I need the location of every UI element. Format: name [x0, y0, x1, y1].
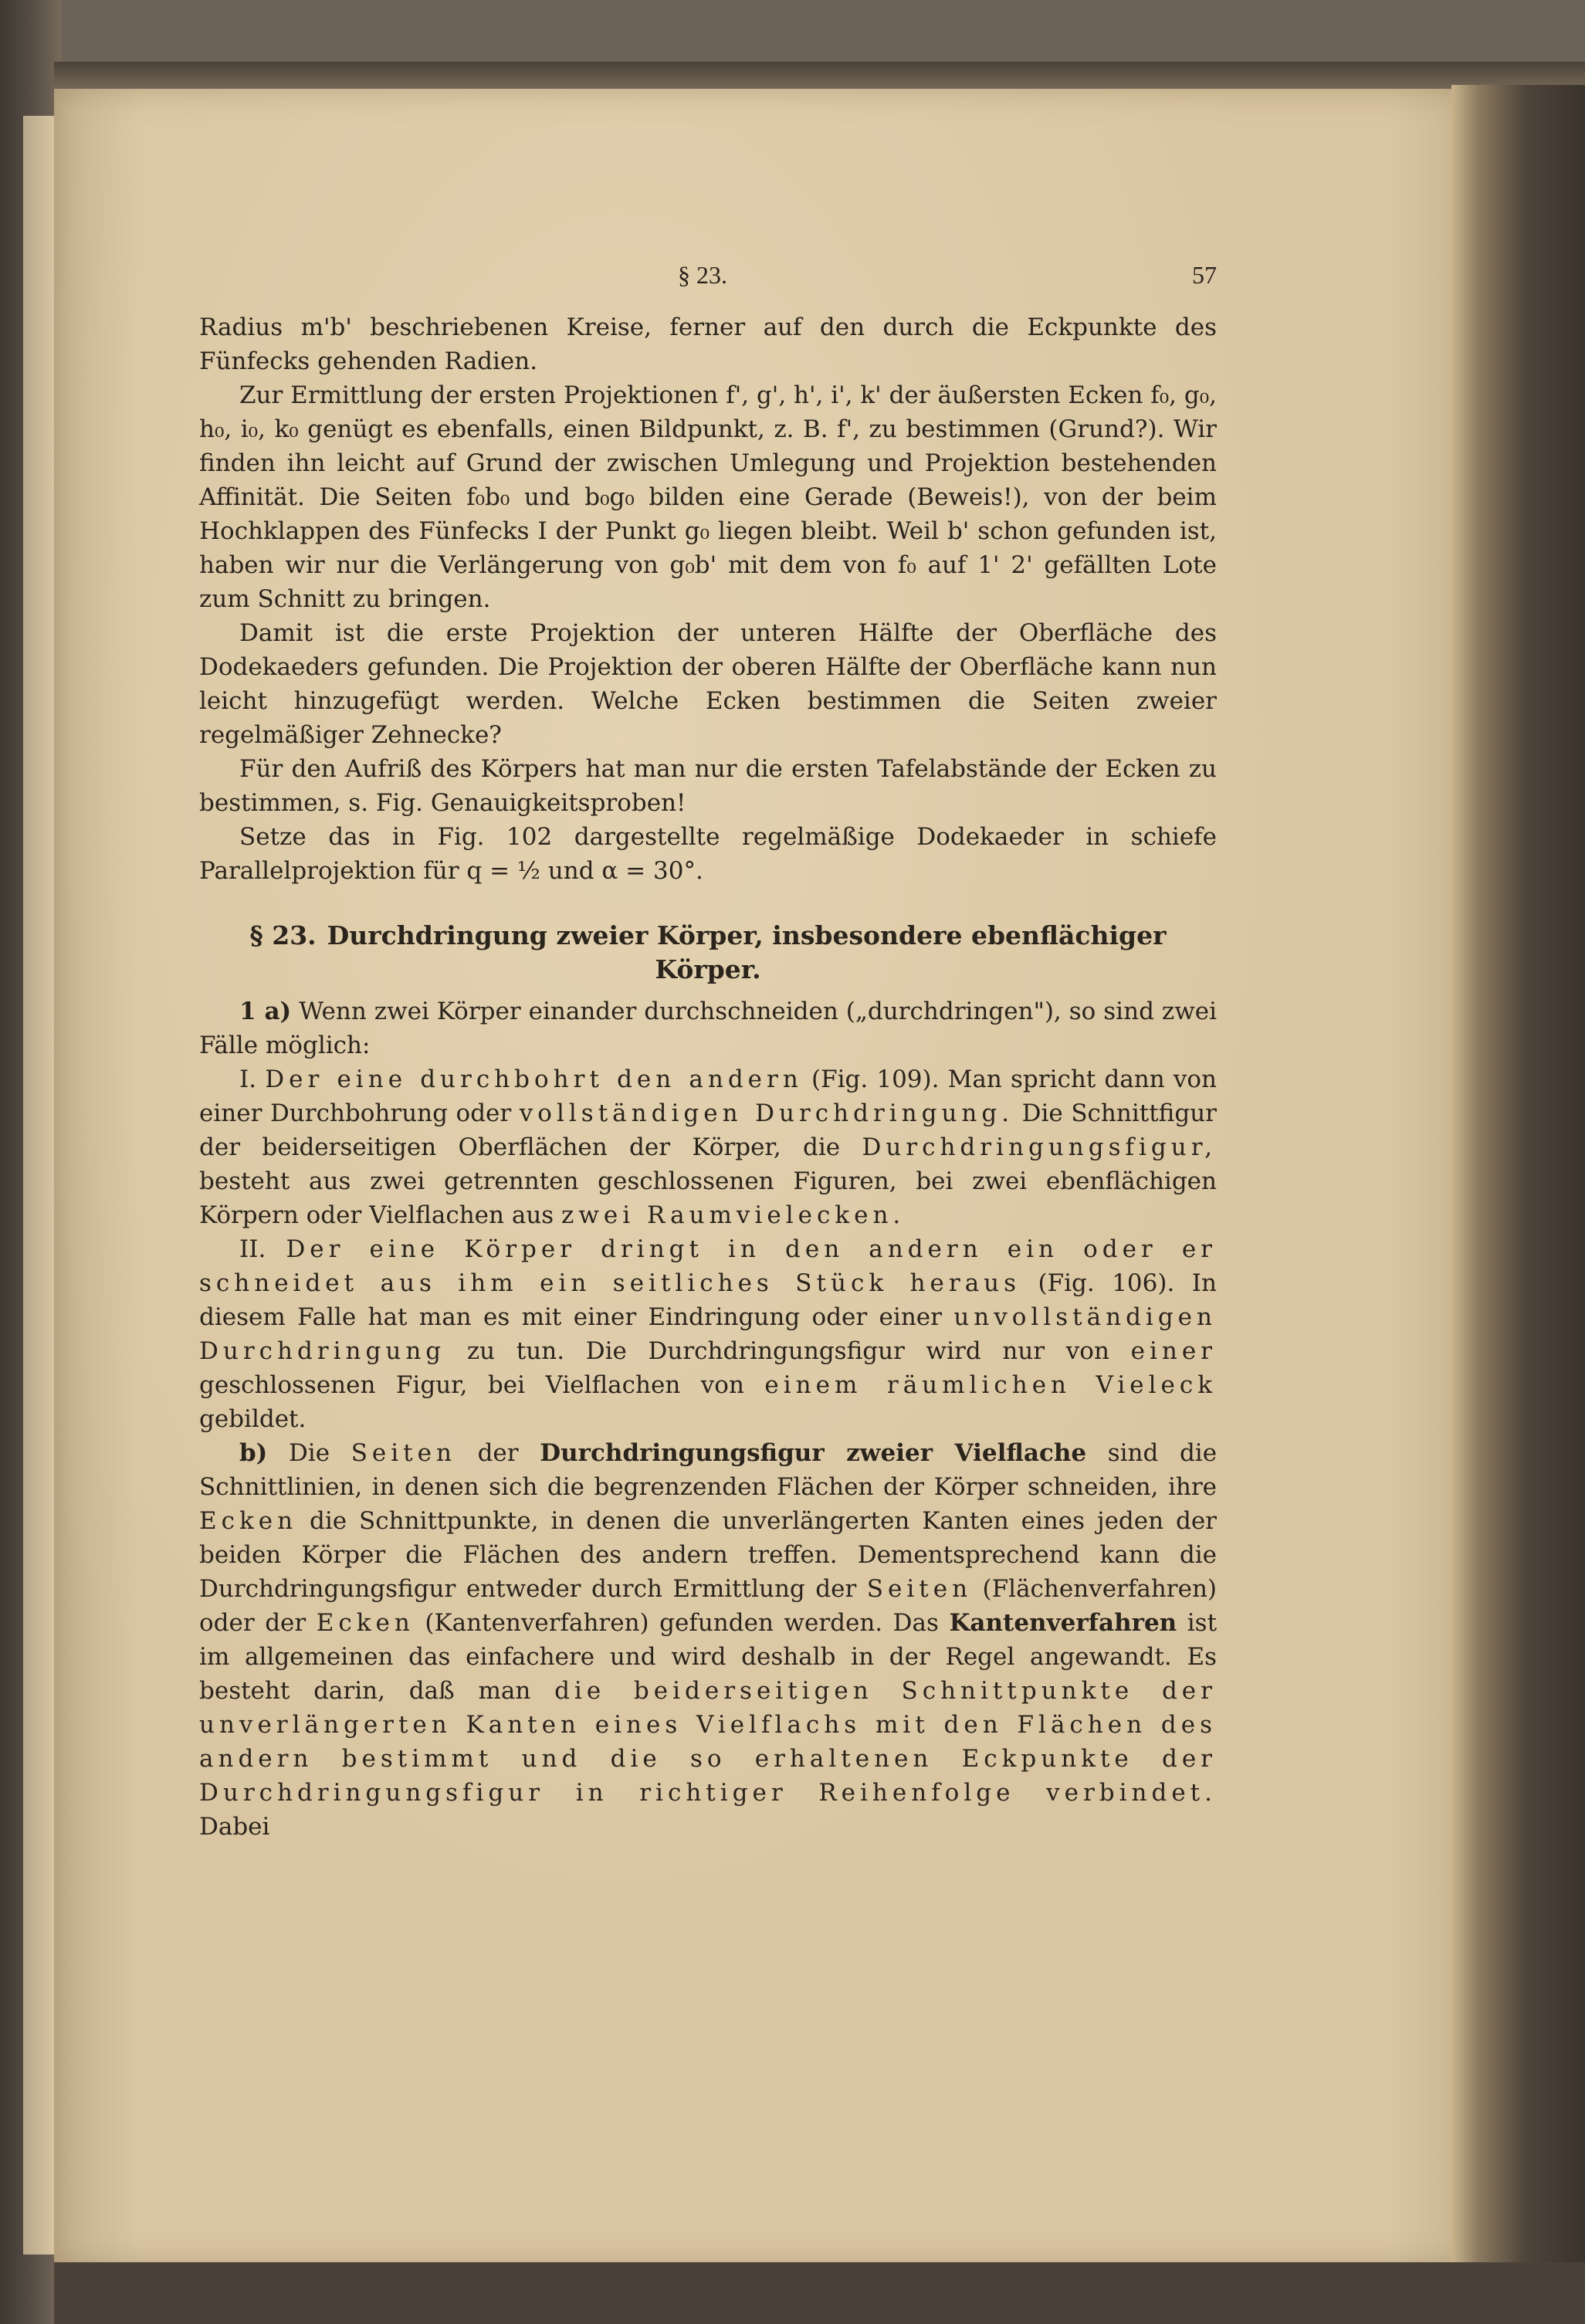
paragraph-b-spaced-2: Ecken [199, 1507, 298, 1535]
paragraph-b-text-1: Die [288, 1439, 330, 1467]
case-ii-lead: Der eine Körper dringt in den andern ein oder er schneidet aus ihm ein seitliches Stück heraus [199, 1235, 1217, 1297]
paragraph-case-i [199, 1062, 1217, 1232]
book-cover-right [1451, 85, 1585, 2285]
paragraph-ermittlung: Zur Ermittlung der ersten Projektionen f', g', h', i', k' der äußersten Ecken f₀, g₀, h₀, i₀, k₀ genügt es ebenfalls, einen Bildpunkt, z. B. f', zu bestimmen (Grund?). Wir finden ihn leicht auf Grund der zwischen Umlegung und Projektion bestehenden Affinität. Die Seiten f₀b₀ und b₀g₀ bilden eine Gerade (Beweis!), von der beim Hochklappen des Fünfecks I der Punkt g₀ liegen bleibt. Weil b' schon gefunden ist, haben wir nur die Verlängerung von g₀b' mit dem von f₀ auf 1' 2' gefällten Lote zum Schnitt zu bringen. [199, 381, 1217, 613]
case-i-spaced-3: zwei Raumvielecken. [561, 1201, 906, 1229]
case-i-text-3: besteht aus zwei getrennten geschlossenen Figuren, bei zwei ebenflächigen Körpern oder Vielflachen aus [199, 1167, 1217, 1229]
paragraph-damit: Damit ist die erste Projektion der unteren Hälfte der Oberfläche des Dodekaeders gefunden. Die Projektion der oberen Hälfte der Oberfläche kann nun leicht hinzugefügt werden. Welche Ecken bestimmen die Seiten zweier regelmäßiger Zehnecke? [199, 619, 1217, 749]
paragraph-exercise: Setze das in Fig. 102 dargestellte regelmäßige Dodekaeder in schiefe Parallelprojektion für q = ½ und α = 30°. [199, 823, 1217, 885]
paragraph-b-spaced-5: die beiderseitigen Schnittpunkte der unverlängerten Kanten eines Vielflachs mit den Flächen des andern bestimmt und die so erhaltenen Eckpunkte der Durchdringungsfigur in richtiger Reihenfolge verbindet. [199, 1677, 1217, 1807]
page-number: 57 [1192, 261, 1217, 289]
book-cover-top [54, 62, 1585, 93]
previous-page-edge [23, 116, 54, 2255]
paragraph-aufriss: Für den Aufriß des Körpers hat man nur die ersten Tafelabstände der Ecken zu bestimmen, s. Fig. Genauigkeitsproben! [199, 755, 1217, 817]
paragraph-b-text-8: Dabei [199, 1813, 270, 1841]
paragraph-b-text-4: die Schnittpunkte, in denen die unverlängerten Kanten eines jeden der beiden Körper die Flächen des andern treffen. Dementsprechend kann die Durchdringungsfigur entweder durch Ermittlung der [199, 1507, 1217, 1603]
paragraph-b-text-7: ist im allgemeinen das einfachere und wird deshalb in der Regel angewandt. Es besteht darin, daß man [199, 1609, 1218, 1705]
case-i-label: I. [239, 1065, 257, 1093]
paragraph-b-spaced-4: Ecken [316, 1609, 415, 1637]
section-number: § 23. [249, 920, 317, 950]
case-ii-spaced-2: einer [1130, 1337, 1217, 1365]
case-ii-spaced-3: einem räumlichen Vieleck [764, 1371, 1217, 1399]
paragraph-case-ii [199, 1232, 1217, 1436]
paragraph-1a-label: 1 a) [239, 998, 292, 1025]
paragraph-1a-text: Wenn zwei Körper einander durchschneiden („durchdringen"), so sind zwei Fälle möglich: [199, 998, 1217, 1059]
section-heading [199, 919, 1217, 987]
case-i-lead: Der eine durchbohrt den andern [265, 1065, 803, 1093]
case-ii-spaced-1: unvollständigen Durchdringung [199, 1303, 1217, 1365]
paragraph-b-text-6: (Kantenverfahren) gefunden werden. Das [425, 1609, 939, 1637]
section-title: Durchdringung zweier Körper, insbesondere ebenflächiger Körper. [327, 920, 1167, 984]
case-ii-text-4: gebildet. [199, 1405, 307, 1433]
paragraph-b-text-3: sind die Schnittlinien, in denen sich die begrenzenden Flächen der Körper schneiden, ihre [199, 1439, 1218, 1501]
paragraph-b-bold-1: Durchdringungsfigur zweier Vielflache [540, 1439, 1087, 1467]
case-ii-text-3: geschlossenen Figur, bei Vielflachen von [199, 1371, 744, 1399]
case-ii-label: II. [239, 1235, 266, 1263]
case-i-text-1: (Fig. 109). Man spricht dann von einer Durchbohrung oder [199, 1065, 1217, 1127]
case-ii-text-2: zu tun. Die Durchdringungsfigur wird nur von [466, 1337, 1109, 1365]
paragraph-b-label: b) [239, 1439, 268, 1467]
case-ii-text-1: (Fig. 106). In diesem Falle hat man es mit einer Eindringung oder einer [199, 1269, 1217, 1331]
book-cover-bottom [54, 2262, 1585, 2324]
running-head [199, 261, 1217, 295]
running-head-section: § 23. [678, 261, 727, 289]
paragraph-b [199, 1436, 1217, 1844]
page-body [199, 310, 1217, 1844]
case-i-spaced-2: Durchdringungsfigur, [862, 1133, 1217, 1161]
paragraph-b-bold-2: Kantenverfahren [949, 1609, 1177, 1637]
paragraph-b-spaced-3: Seiten [866, 1575, 973, 1603]
paragraph-b-text-5: (Flächenverfahren) oder der [199, 1575, 1218, 1637]
paragraph-1a [199, 994, 1217, 1062]
paragraph-b-text-2: der [477, 1439, 519, 1467]
case-i-spaced-1: vollständigen Durchdringung. [519, 1099, 1014, 1127]
case-i-text-2: Die Schnittfigur der beiderseitigen Oberflächen der Körper, die [199, 1099, 1217, 1161]
paragraph-b-spaced-1: Seiten [351, 1439, 456, 1467]
paragraph-radius: Radius m'b' beschriebenen Kreise, ferner auf den durch die Eckpunkte des Fünfecks gehenden Radien. [199, 313, 1217, 375]
